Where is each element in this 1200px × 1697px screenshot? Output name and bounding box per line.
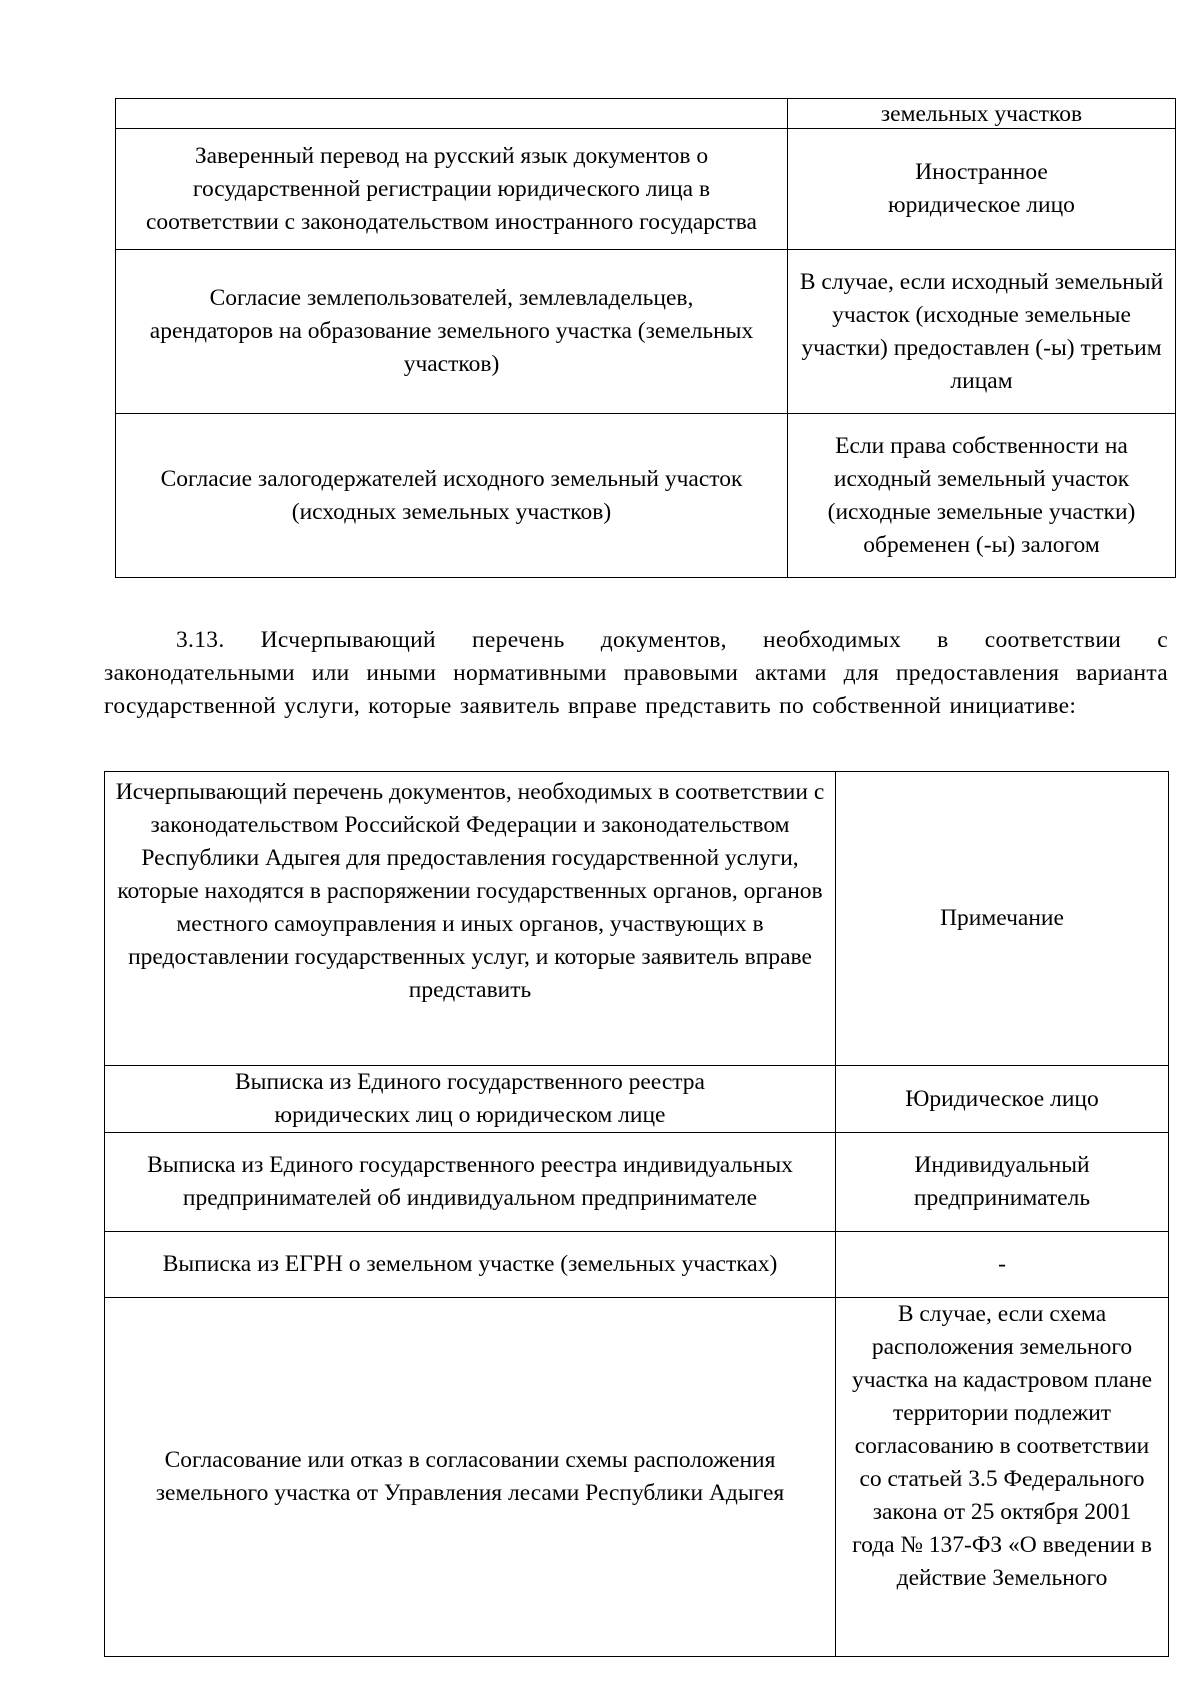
- table-row: [105, 1133, 1169, 1232]
- table-row: [116, 414, 1176, 578]
- note-cell: Индивидуальный предприниматель: [836, 1133, 1169, 1232]
- documents-table-continued: [115, 98, 1176, 578]
- note-cell: В случае, если исходный земельный участок (исходные земельные участки) предоставлен (-ы) третьим лицам: [788, 250, 1176, 414]
- document-cell: Согласие землепользователей, землевладельцев, арендаторов на образование земельного участка (земельных участков): [116, 250, 788, 414]
- document-cell: Выписка из Единого государственного реестра юридических лиц о юридическом лице: [105, 1066, 836, 1133]
- table-row: [116, 129, 1176, 250]
- table-header-row: [105, 772, 1169, 1066]
- document-cell: [116, 99, 788, 129]
- header-document-cell: Исчерпывающий перечень документов, необходимых в соответствии с законодательством Российской Федерации и законодательством Республики Адыгея для предоставления государственной услуги, которые находятся в распоряжении государственных органов, органов местного самоуправления и иных органов, участвующих в предоставлении государственных услуг, и которые заявитель вправе представить: [105, 772, 836, 1066]
- header-note-cell: Примечание: [836, 772, 1169, 1066]
- note-cell: Юридическое лицо: [836, 1066, 1169, 1133]
- table-row: [105, 1066, 1169, 1133]
- section-3-13-paragraph: 3.13. Исчерпывающий перечень документов, необходимых в соответствии с законодательными или иными нормативными правовыми актами для предоставления варианта государственной услуги, которые заявитель вправе представить по собственной инициативе:: [104, 627, 1168, 719]
- note-cell: Если права собственности на исходный земельный участок (исходные земельные участки) обременен (-ы) залогом: [788, 414, 1176, 578]
- table-row: [116, 250, 1176, 414]
- note-cell: В случае, если схема расположения земельного участка на кадастровом плане территории подлежит согласованию в соответствии со статьей 3.5 Федерального закона от 25 октября 2001 года № 137-ФЗ «О введении в действие Земельного: [836, 1298, 1169, 1657]
- table-row: [105, 1298, 1169, 1657]
- document-cell: Выписка из ЕГРН о земельном участке (земельных участках): [105, 1232, 836, 1298]
- table-row: [116, 99, 1176, 129]
- table-row: [105, 1232, 1169, 1298]
- document-cell: Заверенный перевод на русский язык документов о государственной регистрации юридического лица в соответствии с законодательством иностранного государства: [116, 129, 788, 250]
- document-cell: Согласие залогодержателей исходного земельный участок (исходных земельных участков): [116, 414, 788, 578]
- optional-documents-table: [104, 771, 1169, 1657]
- note-cell: Иностранное юридическое лицо: [788, 129, 1176, 250]
- note-cell: -: [836, 1232, 1169, 1298]
- document-cell: Выписка из Единого государственного реестра индивидуальных предпринимателей об индивидуальном предпринимателе: [105, 1133, 836, 1232]
- document-cell: Согласование или отказ в согласовании схемы расположения земельного участка от Управления лесами Республики Адыгея: [105, 1298, 836, 1657]
- note-cell: земельных участков: [788, 99, 1176, 129]
